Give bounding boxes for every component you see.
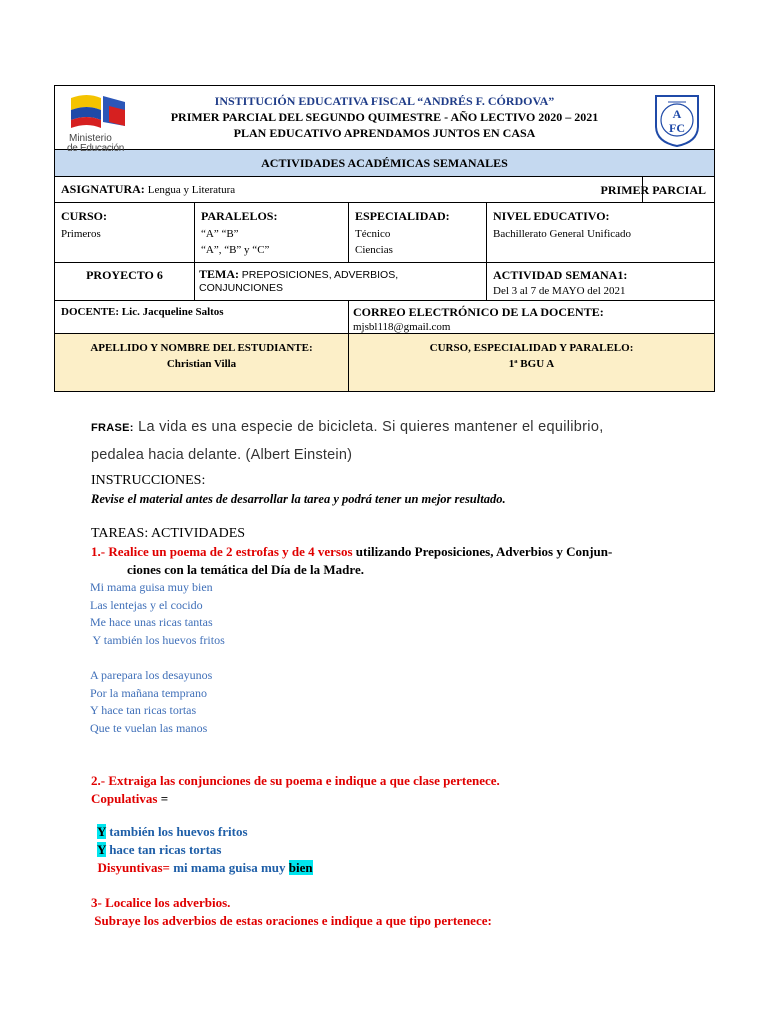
nivel-value: Bachillerato General Unificado bbox=[493, 228, 632, 240]
especialidad-label: ESPECIALIDAD: bbox=[355, 209, 450, 223]
especialidad-cell bbox=[349, 203, 487, 263]
especialidad-value-2: Ciencias bbox=[355, 244, 393, 256]
paralelos-label: PARALELOS: bbox=[201, 209, 278, 223]
especialidad-value-1: Técnico bbox=[355, 228, 391, 240]
proyecto-label: PROYECTO 6 bbox=[86, 268, 163, 282]
poem-line: Que te vuelan las manos bbox=[90, 720, 208, 735]
frase-label: FRASE: bbox=[91, 422, 134, 434]
ministerio-label: Ministerio bbox=[69, 133, 112, 144]
copulativa-text-1: también los huevos fritos bbox=[105, 824, 248, 839]
docente-label: DOCENTE: Lic. Jacqueline Saltos bbox=[61, 306, 224, 318]
asignatura-cell bbox=[55, 177, 643, 203]
frase-text-1: La vida es una especie de bicicleta. Si quieres mantener el equilibrio, bbox=[138, 419, 604, 435]
ministerio-flag-icon bbox=[67, 92, 129, 132]
instrucciones-text: Revise el material antes de desarrollar la tarea y podrá tener un mejor resultado. bbox=[91, 492, 506, 506]
proyecto-cell bbox=[55, 263, 195, 301]
nivel-cell bbox=[487, 203, 715, 263]
copulativa-text-2: hace tan ricas tortas bbox=[105, 842, 222, 857]
tema-cell bbox=[195, 263, 487, 301]
weekly-activities-band: ACTIVIDADES ACADÉMICAS SEMANALES bbox=[55, 150, 715, 177]
curso-cell bbox=[55, 203, 195, 263]
paralelos-cell bbox=[195, 203, 349, 263]
tarea-1 bbox=[91, 544, 612, 560]
estudiante-cell bbox=[55, 334, 349, 392]
actividad-label: ACTIVIDAD SEMANA1: bbox=[493, 268, 628, 282]
frase-text-2: pedalea hacia delante. (Albert Einstein) bbox=[91, 447, 353, 463]
curso-paralelo-label: CURSO, ESPECIALIDAD Y PARALELO: bbox=[429, 342, 634, 354]
disyuntivas-label: Disyuntivas bbox=[97, 860, 163, 875]
tareas-title: TAREAS: ACTIVIDADES bbox=[91, 526, 246, 541]
copulativas-line bbox=[91, 791, 168, 807]
curso-label: CURSO: bbox=[61, 209, 108, 223]
curso-value: Primeros bbox=[61, 228, 101, 240]
primer-parcial-label: PRIMER PARCIAL bbox=[600, 183, 706, 197]
disyuntiva-text: mi mama guisa muy bbox=[173, 860, 289, 875]
paralelos-value-1: “A” “B” bbox=[201, 228, 239, 240]
disyuntivas-eq: = bbox=[162, 860, 174, 875]
poem-stanza-1 bbox=[90, 579, 225, 649]
correo-cell bbox=[349, 301, 715, 334]
institution-title: INSTITUCIÓN EDUCATIVA FISCAL “ANDRÉS F. CÓRDOVA” bbox=[214, 94, 555, 108]
tarea-3-text: Subraye los adverbios de estas oraciones e indique a que tipo pertenece: bbox=[91, 913, 492, 928]
tarea-3-title: 3- Localice los adverbios. bbox=[91, 895, 231, 910]
poem-line: Y también los huevos fritos bbox=[90, 632, 225, 647]
poem-line: Me hace unas ricas tantas bbox=[90, 615, 213, 629]
svg-text:A: A bbox=[672, 107, 682, 121]
highlight-y: Y bbox=[97, 824, 106, 839]
nivel-label: NIVEL EDUCATIVO: bbox=[493, 209, 610, 223]
tarea-1-red: 1.- Realice un poema de 2 estrofas y de 4 versos bbox=[91, 544, 353, 559]
emblem-shield-icon bbox=[652, 92, 702, 148]
highlight-bien: bien bbox=[288, 860, 313, 875]
poem-line: Mi mama guisa muy bien bbox=[90, 580, 213, 594]
asignatura-value: Lengua y Literatura bbox=[147, 184, 236, 196]
correo-value: mjsbl118@gmail.com bbox=[353, 321, 451, 333]
tarea-2: 2.- Extraiga las conjunciones de su poema e indique a que clase pertenece. bbox=[91, 773, 500, 788]
frase-line-1 bbox=[91, 419, 731, 435]
estudiante-value: Christian Villa bbox=[166, 358, 237, 370]
period-title: PRIMER PARCIAL DEL SEGUNDO QUIMESTRE - AÑO LECTIVO 2020 – 2021 bbox=[170, 110, 599, 124]
estudiante-label: APELLIDO Y NOMBRE DEL ESTUDIANTE: bbox=[90, 342, 313, 354]
plan-title: PLAN EDUCATIVO APRENDAMOS JUNTOS EN CASA bbox=[233, 126, 536, 140]
tarea-1-line-2: ciones con la temática del Día de la Madre. bbox=[127, 562, 364, 577]
actividad-cell bbox=[487, 263, 715, 301]
tema-label: TEMA: bbox=[199, 267, 239, 281]
copulativas-eq: = bbox=[157, 791, 169, 806]
tarea-1-rest: utilizando Preposiciones, Adverbios y Conjun- bbox=[352, 544, 613, 559]
educacion-label: de Educación bbox=[67, 143, 125, 154]
actividad-value: Del 3 al 7 de MAYO del 2021 bbox=[493, 285, 626, 297]
curso-paralelo-cell bbox=[349, 334, 715, 392]
poem-stanza-2 bbox=[90, 667, 212, 737]
curso-paralelo-value: 1ª BGU A bbox=[508, 358, 555, 370]
correo-label: CORREO ELECTRÓNICO DE LA DOCENTE: bbox=[353, 305, 604, 319]
title-cell bbox=[55, 86, 715, 154]
school-emblem bbox=[652, 92, 702, 148]
poem-line: Las lentejas y el cocido bbox=[90, 597, 203, 612]
paralelos-value-2: “A”, “B” y “C” bbox=[201, 244, 270, 256]
header-table bbox=[54, 85, 715, 392]
primer-parcial-cell bbox=[600, 177, 715, 203]
copulativas-label: Copulativas bbox=[91, 791, 158, 806]
poem-line: Y hace tan ricas tortas bbox=[90, 703, 197, 717]
highlight-y: Y bbox=[97, 842, 106, 857]
asignatura-label: ASIGNATURA: bbox=[61, 182, 145, 196]
ministerio-logo bbox=[63, 90, 143, 154]
docente-cell bbox=[55, 301, 349, 334]
instrucciones-title: INSTRUCCIONES: bbox=[91, 473, 206, 488]
tema-value: PREPOSICIONES, ADVERBIOS, CONJUNCIONES bbox=[199, 269, 399, 294]
svg-text:FC: FC bbox=[669, 121, 685, 135]
poem-line: A parepara los desayunos bbox=[90, 668, 213, 682]
poem-line: Por la mañana temprano bbox=[90, 685, 207, 700]
disyuntivas-line bbox=[91, 844, 313, 876]
